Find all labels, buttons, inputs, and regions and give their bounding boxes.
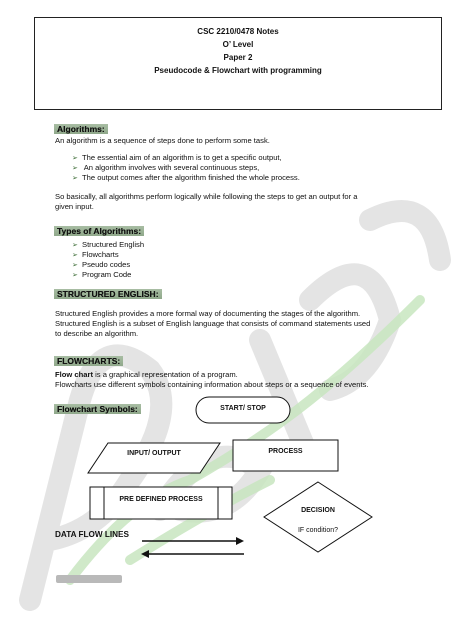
bullet-arrow-icon: ➢ — [72, 252, 78, 259]
flowchart-symbols-heading: Flowchart Symbols: — [54, 404, 141, 414]
structured-english-line3: to describe an algorithm. — [55, 329, 139, 338]
algorithms-summary-line1: So basically, all algorithms perform logically while following the steps to get an output for a — [55, 192, 358, 201]
blurred-footer-text — [56, 575, 122, 583]
type-item-1: ➢ Structured English — [72, 240, 145, 249]
bullet-arrow-icon: ➢ — [72, 155, 78, 162]
predefined-process-label: PRE DEFINED PROCESS — [119, 496, 203, 503]
bullet-arrow-icon: ➢ — [72, 262, 78, 269]
type-item-4: ➢ Program Code — [72, 270, 132, 279]
decision-condition-label: IF condition? — [297, 527, 339, 534]
type-item-2: ➢ Flowcharts — [72, 250, 119, 259]
process-shape — [233, 440, 338, 471]
algorithm-bullet-3: ➢ The output comes after the algorithm finished the whole process. — [72, 173, 300, 182]
input-output-label: INPUT/ OUTPUT — [127, 450, 181, 457]
bullet-arrow-icon: ➢ — [72, 242, 78, 249]
types-heading: Types of Algorithms: — [54, 226, 144, 236]
type-item-3: ➢ Pseudo codes — [72, 260, 131, 269]
decision-label: DECISION — [301, 507, 335, 514]
predefined-process-shape — [90, 487, 232, 519]
structured-english-line2: Structured English is a subset of English language that consists of command statements used — [55, 319, 371, 328]
data-flow-lines-label: DATA FLOW LINES — [55, 530, 129, 539]
algorithms-intro: An algorithm is a sequence of steps done to perform some task. — [55, 136, 270, 145]
flowcharts-line2: Flowcharts use different symbols containing information about steps or a sequence of events. — [55, 380, 369, 389]
course-code: CSC 2210/0478 Notes — [197, 27, 279, 36]
level-label: O’ Level — [222, 40, 254, 49]
structured-english-line1: Structured English provides a more formal way of documenting the stages of the algorithm. — [55, 309, 361, 318]
flowcharts-line1: Flow chart is a graphical representation of a program. — [55, 370, 238, 379]
arrow-left-icon — [141, 550, 149, 558]
bullet-arrow-icon: ➢ — [72, 165, 78, 172]
arrow-right-icon — [236, 537, 244, 545]
input-output-shape — [88, 443, 220, 473]
algorithm-bullet-1: ➢ The essential aim of an algorithm is to get a specific output, — [72, 153, 282, 162]
structured-english-heading: STRUCTURED ENGLISH: — [54, 289, 162, 299]
flowcharts-heading: FLOWCHARTS: — [54, 356, 123, 366]
algorithms-heading: Algorithms: — [54, 124, 108, 134]
decision-shape — [264, 482, 372, 552]
process-label: PROCESS — [268, 448, 303, 455]
bullet-arrow-icon: ➢ — [72, 272, 78, 279]
algorithms-summary-line2: given input. — [55, 202, 94, 211]
notes-title: Pseudocode & Flowchart with programming — [154, 66, 322, 75]
start-stop-label: START/ STOP — [220, 405, 266, 412]
algorithm-bullet-2: ➢ An algorithm involves with several continuous steps, — [72, 163, 260, 172]
bullet-arrow-icon: ➢ — [72, 175, 78, 182]
paper-label: Paper 2 — [223, 53, 253, 62]
